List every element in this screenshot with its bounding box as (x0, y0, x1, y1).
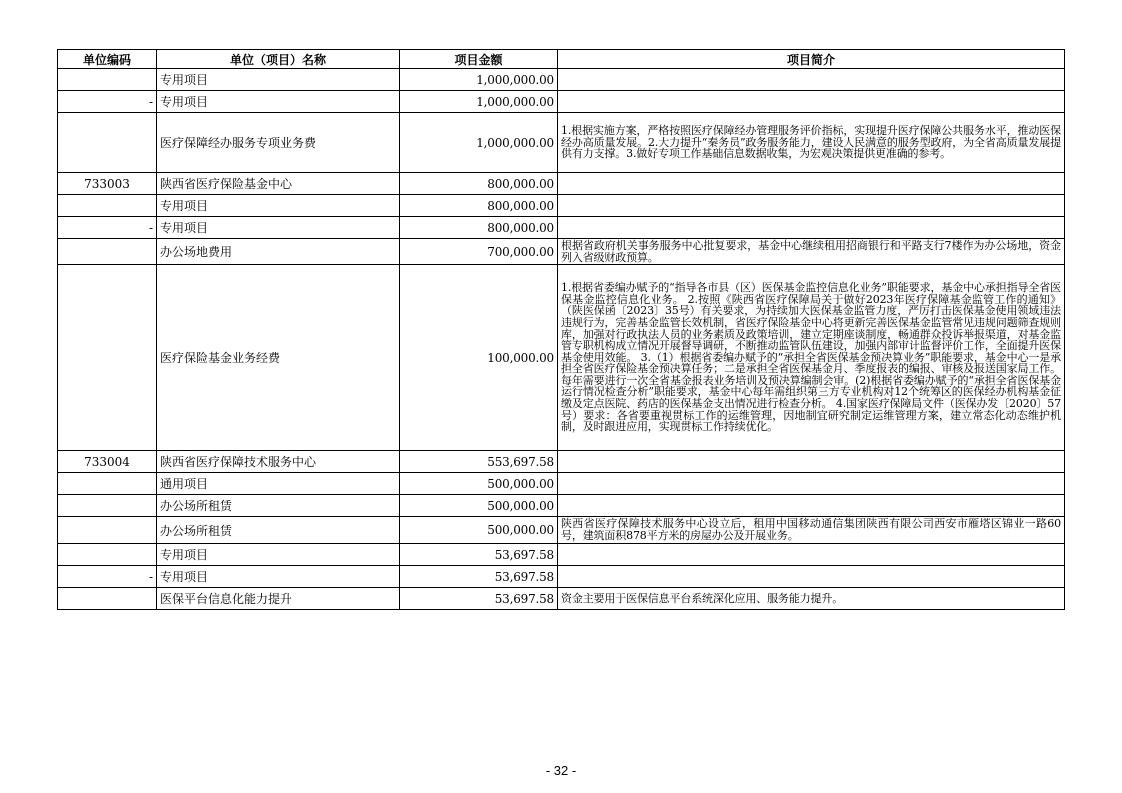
unit-name-cell: 陕西省医疗保险基金中心 (157, 173, 400, 195)
unit-name-cell: 办公场所租赁 (157, 495, 400, 517)
amount-cell: 500,000.00 (400, 495, 558, 517)
amount-cell: 53,697.58 (400, 566, 558, 588)
unit-name-cell: 专用项目 (157, 217, 400, 239)
table-row (58, 517, 1065, 544)
amount-cell: 800,000.00 (400, 217, 558, 239)
unit-name-cell: 陕西省医疗保障技术服务中心 (157, 451, 400, 473)
project-table (57, 49, 1065, 610)
amount-cell: 100,000.00 (400, 265, 558, 451)
description-cell: 根据省政府机关事务服务中心批复要求，基金中心继续租用招商银行和平路支行7楼作为办公场地，资金列入省级财政预算。 (558, 239, 1065, 265)
unit-name-cell: 专用项目 (157, 195, 400, 217)
unit-name-cell: 专用项目 (157, 566, 400, 588)
amount-cell: 800,000.00 (400, 173, 558, 195)
description-cell: 1.根据实施方案，严格按照医疗保障经办管理服务评价指标，实现提升医疗保障公共服务水平，推动医保经办高质量发展。2.大力提升“秦务员”政务服务能力，建设人民满意的服务型政府，为全省高质量发展提供有力支撑。3.做好专项工作基础信息数据收集，为宏观决策提供更准确的参考。 (558, 113, 1065, 173)
table-row (58, 239, 1065, 265)
unit-code-cell: - (58, 217, 157, 239)
unit-name-cell: 医疗保险基金业务经费 (157, 265, 400, 451)
table-row (58, 473, 1065, 495)
amount-cell: 500,000.00 (400, 473, 558, 495)
description-cell (558, 69, 1065, 91)
amount-cell: 1,000,000.00 (400, 91, 558, 113)
description-cell (558, 566, 1065, 588)
table-row (58, 91, 1065, 113)
amount-cell: 700,000.00 (400, 239, 558, 265)
unit-name-cell: 通用项目 (157, 473, 400, 495)
table-row (58, 195, 1065, 217)
unit-code-cell: - (58, 91, 157, 113)
unit-name-cell: 专用项目 (157, 544, 400, 566)
unit-name-cell: 专用项目 (157, 91, 400, 113)
table-row (58, 495, 1065, 517)
unit-name-cell: 专用项目 (157, 69, 400, 91)
amount-cell: 500,000.00 (400, 517, 558, 544)
description-cell: 资金主要用于医保信息平台系统深化应用、服务能力提升。 (558, 588, 1065, 610)
header-unit-code: 单位编码 (58, 50, 157, 69)
unit-code-cell (58, 473, 157, 495)
table-row (58, 588, 1065, 610)
description-cell (558, 173, 1065, 195)
table-row (58, 217, 1065, 239)
description-cell: 1.根据省委编办赋予的“指导各市县（区）医保基金监控信息化业务”职能要求，基金中心承担指导全省医保基金监控信息化业务。 2.按照《陕西省医疗保障局关于做好2023年医疗保障基金监管工作的通知》（陕医保函〔2023〕35号）有关要求，为持续加大医保基金监管力度，严厉打击医保基金使用领域违法违规行为，完善基金监管长效机制，省医疗保险基金中心将更新完善医保基金监管常见违规问题筛查规则库，加强对行政执法人员的业务素质及政策培训，建立定期座谈制度，畅通群众投诉举报渠道，对基金监管专职机构成立情况开展督导调研，不断推动监管队伍建设，加强内部审计监督评价工作，全面提升医保基金使用效能。 3.（1）根据省委编办赋予的“承担全省医保基金预决算业务”职能要求，基金中心一是承担全省医疗保险基金预决算任务；二是承担全省医保基金月、季度报表的编报、审核及报送国家局工作。每年需要进行一次全省基金报表业务培训及预决算编制会审。(2)根据省委编办赋予的“承担全省医保基金运行情况检查分析”职能要求，基金中心每年需组织第三方专业机构对12个统筹区的医保经办机构基金征缴及定点医院、药店的医保基金支出情况进行检查分析。 4.国家医疗保障局文件（医保办发〔2020〕57号）要求：各省要重视贯标工作的运维管理，因地制宜研究制定运维管理方案，建立常态化动态维护机制，及时跟进应用，实现贯标工作持续优化。 (558, 265, 1065, 451)
description-cell (558, 217, 1065, 239)
table-row (58, 265, 1065, 451)
unit-code-cell (58, 239, 157, 265)
unit-code-cell (58, 517, 157, 544)
header-description: 项目简介 (558, 50, 1065, 69)
amount-cell: 553,697.58 (400, 451, 558, 473)
header-amount: 项目金额 (400, 50, 558, 69)
unit-name-cell: 办公场所租赁 (157, 517, 400, 544)
description-cell (558, 473, 1065, 495)
unit-code-cell: 733003 (58, 173, 157, 195)
amount-cell: 1,000,000.00 (400, 113, 558, 173)
unit-code-cell (58, 495, 157, 517)
table-row (58, 451, 1065, 473)
description-cell (558, 495, 1065, 517)
unit-code-cell: - (58, 566, 157, 588)
unit-code-cell (58, 588, 157, 610)
unit-code-cell (58, 544, 157, 566)
amount-cell: 53,697.58 (400, 544, 558, 566)
page-number: - 32 - (545, 763, 577, 778)
amount-cell: 1,000,000.00 (400, 69, 558, 91)
header-unit-name: 单位（项目）名称 (157, 50, 400, 69)
unit-code-cell (58, 195, 157, 217)
unit-code-cell: 733004 (58, 451, 157, 473)
description-cell (558, 195, 1065, 217)
table-row (58, 566, 1065, 588)
table-header-row (58, 50, 1065, 69)
description-cell: 陕西省医疗保障技术服务中心设立后，租用中国移动通信集团陕西有限公司西安市雁塔区锦业一路60号，建筑面积878平方米的房屋办公及开展业务。 (558, 517, 1065, 544)
description-cell (558, 91, 1065, 113)
table-row (58, 113, 1065, 173)
unit-name-cell: 办公场地费用 (157, 239, 400, 265)
description-cell (558, 451, 1065, 473)
table-row (58, 173, 1065, 195)
unit-name-cell: 医保平台信息化能力提升 (157, 588, 400, 610)
unit-name-cell: 医疗保障经办服务专项业务费 (157, 113, 400, 173)
unit-code-cell (58, 265, 157, 451)
unit-code-cell (58, 69, 157, 91)
description-cell (558, 544, 1065, 566)
table-row (58, 544, 1065, 566)
amount-cell: 800,000.00 (400, 195, 558, 217)
unit-code-cell (58, 113, 157, 173)
table-row (58, 69, 1065, 91)
amount-cell: 53,697.58 (400, 588, 558, 610)
